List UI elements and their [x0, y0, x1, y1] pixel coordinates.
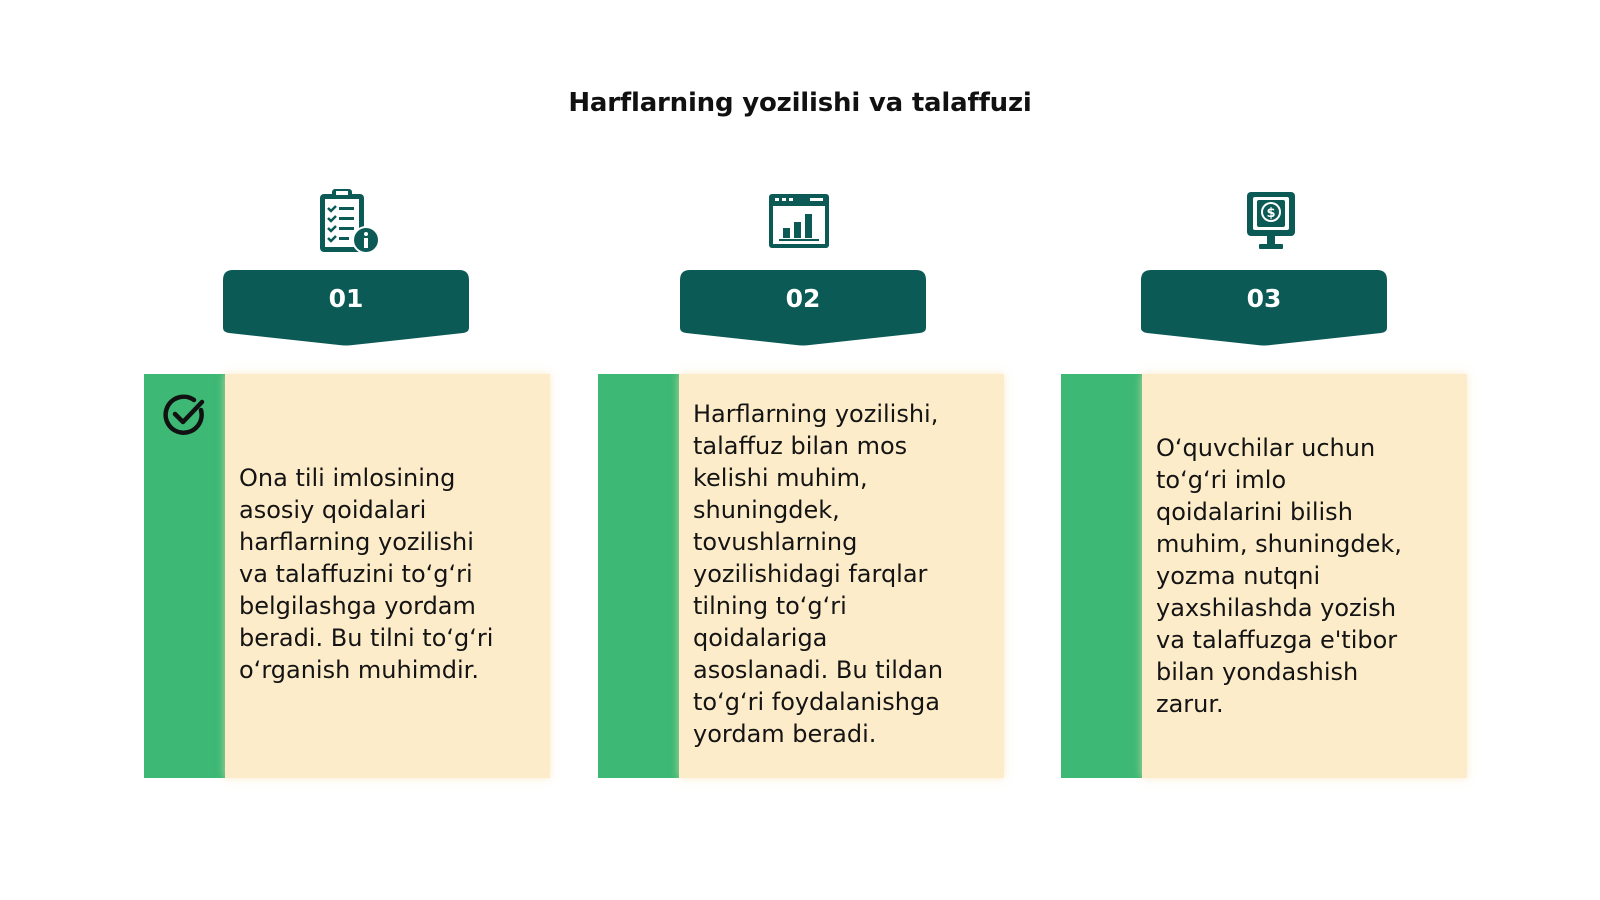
step-number: 03	[1246, 284, 1282, 313]
step-card	[144, 374, 550, 778]
card-accent-strip	[1061, 374, 1142, 778]
step-description: O‘quvchilar uchun to‘g‘ri imlo qoidalarini bilish muhim, shuningdek, yozma nutqni yaxshilashda yozish va talaffuzga e'tibor bilan yondashish zarur.	[1156, 434, 1402, 718]
step-badge	[223, 270, 469, 347]
clipboard-checklist-info-icon	[312, 186, 382, 256]
step-number: 02	[785, 284, 821, 313]
card-accent-strip	[598, 374, 679, 778]
svg-text:$: $	[1266, 206, 1276, 221]
step-card	[1061, 374, 1467, 778]
step-2	[598, 0, 1004, 900]
card-body	[679, 374, 1004, 778]
step-description: Ona tili imlosining asosiy qoidalari harflarning yozilishi va talaffuzini to‘g‘ri belgilashga yordam beradi. Bu tilni to‘g‘ri o‘rganish muhimdir.	[239, 464, 494, 684]
step-card	[598, 374, 1004, 778]
step-number: 01	[328, 284, 364, 313]
dollar-monitor-icon	[1236, 186, 1306, 256]
check-circle-icon	[162, 392, 208, 438]
step-badge	[1141, 270, 1387, 347]
step-1	[144, 0, 550, 900]
bar-chart-window-icon	[764, 186, 834, 256]
page-title: Harflarning yozilishi va talaffuzi	[568, 88, 1032, 118]
card-body	[225, 374, 550, 778]
step-description: Harflarning yozilishi, talaffuz bilan mos kelishi muhim, shuningdek, tovushlarning yozilishidagi farqlar tilning to‘g‘ri qoidalariga asoslanadi. Bu tildan to‘g‘ri foydalanishga yordam beradi.	[693, 400, 944, 748]
step-3	[1061, 0, 1467, 900]
step-badge	[680, 270, 926, 347]
card-accent-strip	[144, 374, 225, 778]
card-body	[1142, 374, 1467, 778]
